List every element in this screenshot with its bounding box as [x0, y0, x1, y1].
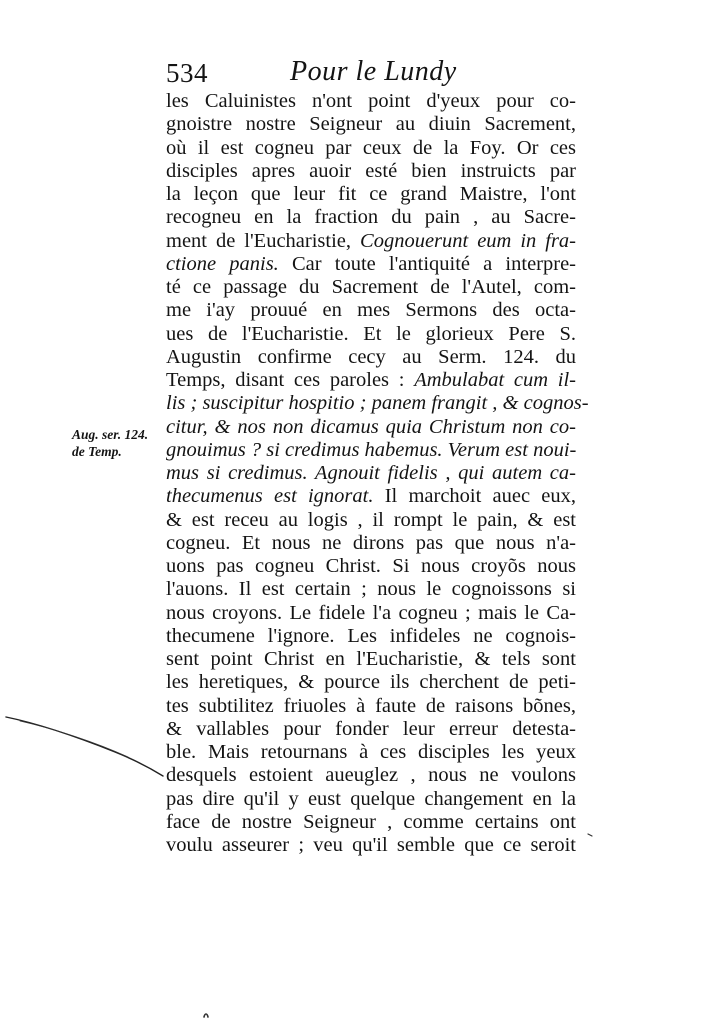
- text-line: & vallables pour fonder leur erreur detesta-: [166, 717, 576, 740]
- text-line: nous croyons. Le fidele l'a cogneu ; mais le Ca-: [166, 601, 576, 624]
- ink-speck: [588, 834, 592, 836]
- text-line: & est receu au logis , il rompt le pain, & est: [166, 508, 576, 531]
- text-line: desquels estoient aueuglez , nous ne voulons: [166, 764, 576, 787]
- text-segment: Temps, disant ces paroles :: [166, 369, 405, 391]
- text-line: les Caluinistes n'ont point d'yeux pour co-: [166, 90, 576, 112]
- body-text: [166, 90, 589, 857]
- ink-speck: [204, 1014, 208, 1017]
- text-segment: ment de l'Eucharistie,: [166, 229, 352, 252]
- text-segment: Il marchoit auec eux,: [384, 485, 577, 508]
- text-line: [166, 230, 576, 253]
- latin-quote-line: mus si credimus. Agnouit fidelis , qui autem ca-: [166, 462, 576, 484]
- text-line: gnoistre nostre Seigneur au diuin Sacrement,: [166, 113, 576, 136]
- text-line: où il est cogneu par ceux de la Foy. Or ces: [166, 136, 576, 159]
- text-line: voulu asseurer ; veu qu'il semble que ce seroit: [166, 834, 576, 856]
- text-line: Augustin confirme cecy au Serm. 124. du: [166, 345, 576, 368]
- pen-stroke-line: [20, 721, 128, 757]
- margin-note: [72, 426, 164, 460]
- text-line: ues de l'Eucharistie. Et le glorieux Pere S.: [166, 322, 576, 345]
- text-line: disciples apres auoir esté bien instruicts par: [166, 159, 576, 182]
- text-line: cogneu. Et nous ne dirons pas que nous n'a-: [166, 531, 576, 554]
- text-line: l'auons. Il est certain ; nous le cognoissons si: [166, 578, 576, 601]
- latin-quote: thecumenus est ignorat.: [166, 485, 374, 508]
- text-line: face de nostre Seigneur , comme certains ont: [166, 810, 576, 833]
- latin-quote-line: lis ; suscipitur hospitio ; panem frangit , & cognos-: [166, 392, 589, 415]
- pen-stroke-line: [6, 717, 163, 776]
- text-segment: Car toute l'antiquité a interpre-: [291, 252, 577, 275]
- text-line: la leçon que leur fit ce grand Maistre, l'ont: [166, 183, 576, 205]
- text-line: les heretiques, & pource ils cherchent de peti-: [166, 671, 576, 694]
- text-line: sent point Christ en l'Eucharistie, & tels sont: [166, 648, 576, 670]
- text-line: [166, 253, 576, 276]
- running-head: Pour le Lundy: [290, 56, 457, 87]
- text-line: [166, 485, 576, 508]
- text-line: tes subtilitez friuoles à faute de raisons bõnes,: [166, 694, 576, 717]
- latin-quote-line: citur, & nos non dicamus quia Christum non co-: [166, 415, 576, 438]
- text-line: pas dire qu'il y eust quelque changement en la: [166, 787, 576, 810]
- text-line: ble. Mais retournans à ces disciples les yeux: [166, 741, 576, 763]
- latin-quote: Cognouerunt eum in fra-: [360, 229, 576, 252]
- latin-quote: Ambulabat cum il-: [414, 369, 577, 391]
- text-line: uons pas cogneu Christ. Si nous croyõs nous: [166, 555, 576, 577]
- margin-note-line: de Temp.: [72, 444, 122, 459]
- latin-quote-line: gnouimus ? si credimus habemus. Verum est noui-: [166, 438, 577, 461]
- text-line: thecumene l'ignore. Les infideles ne cognois-: [166, 624, 576, 647]
- text-line: [166, 369, 576, 392]
- text-line: té ce passage du Sacrement de l'Autel, com-: [166, 276, 576, 298]
- text-line: recogneu en la fraction du pain , au Sacre-: [166, 206, 576, 229]
- page-number: 534: [166, 58, 208, 88]
- margin-note-line: Aug. ser. 124.: [72, 427, 149, 442]
- latin-quote: ctione panis.: [166, 252, 279, 275]
- text-line: me i'ay prouué en mes Sermons des octa-: [166, 299, 576, 322]
